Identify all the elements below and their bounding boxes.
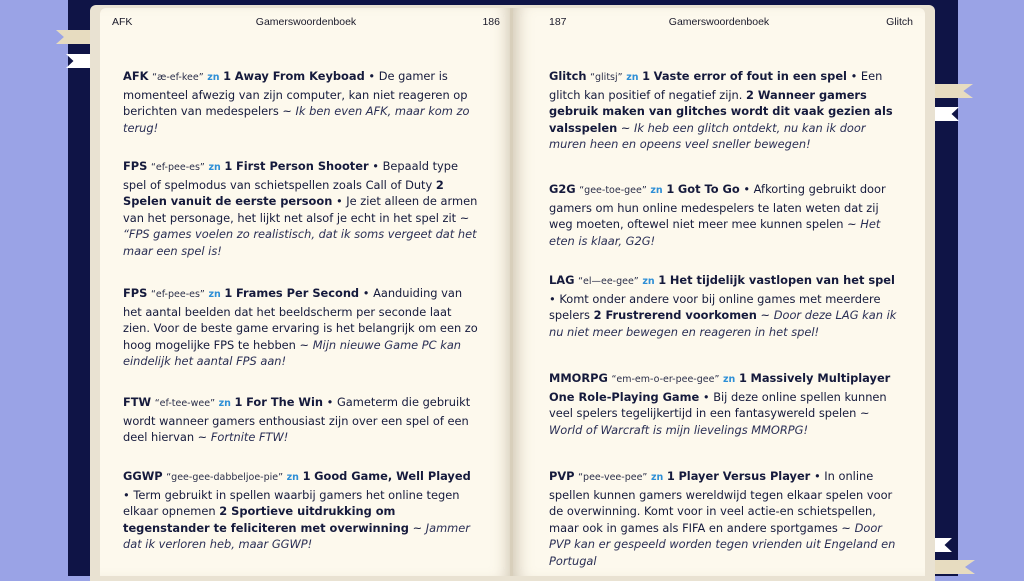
page-number: 186 <box>482 16 500 28</box>
entry-lag: LAG “el—ee-gee” zn 1 Het tijdelijk vastlopen van het spel • Komt onder andere voor bij online games met meerdere spelers 2 Frustrerend voorkomen ~ Door deze LAG kan ik nu niet meer bewegen en reageren in het spel! <box>549 273 897 339</box>
entry-pvp: PVP “pee-vee-pee” zn 1 Player Versus Player • In online spellen kunnen gamers wereldwijd tegen elkaar spelen voor de overwinning. Komt voor in veel actie-en schietspellen, maar ook in games als FIFA en andere sportgames ~ Door PVP kan er gespeeld worden tegen vrienden uit Engeland en Portugal <box>549 469 896 568</box>
left-page-header <box>100 16 512 32</box>
guide-word: Glitch <box>886 16 913 28</box>
entry-ggwp: GGWP “gee-gee-dabbeljoe-pie” zn 1 Good Game, Well Played • Term gebruikt in spellen waarbij gamers het online tegen elkaar opnemen 2 Sportieve uitdrukking om tegenstander te feliciteren met overwinning ~ Jammer dat ik verloren heb, maar GGWP! <box>123 469 471 551</box>
left-page <box>100 8 512 576</box>
page-number: 187 <box>549 16 567 28</box>
dictionary-title: Gamerswoordenboek <box>668 16 770 28</box>
entry-fps-shooter: FPS “ef-pee-es” zn 1 First Person Shooter • Bepaald type spel of spelmodus van schietspellen zoals Call of Duty 2 Spelen vanuit de eerste persoon • Je ziet alleen de armen van het personage, het lijkt net alsof je echt in het spel zit ~ “FPS games voelen zo realistisch, dat ik soms vergeet dat het maar een spel is! <box>123 159 478 258</box>
right-page-header <box>513 16 925 32</box>
dictionary-title: Gamerswoordenboek <box>255 16 357 28</box>
entry-ftw: FTW “ef-tee-wee” zn 1 For The Win • Gameterm die gebruikt wordt wanneer gamers enthousiast zijn over een spel of een deel hiervan ~ Fortnite FTW! <box>123 395 471 444</box>
entry-fps-frames: FPS “ef-pee-es” zn 1 Frames Per Second • Aanduiding van het aantal beelden dat het beeldscherm per seconde laat zien. Voor de beste game ervaring is het belangrijk om een zo hoog mogelijke FPS te hebben ~ Mijn nieuwe Game PC kan eindelijk het aantal FPS aan! <box>123 286 478 368</box>
entry-g2g: G2G “gee-toe-gee” zn 1 Got To Go • Afkorting gebruikt door gamers om hun online medespelers te laten weten dat zij weg moeten, oftewel niet meer mee kunnen spelen ~ Het eten is klaar, G2G! <box>549 182 886 248</box>
guide-word: AFK <box>112 16 133 28</box>
entry-glitch: Glitch “glitsj” zn 1 Vaste error of fout in een spel • Een glitch kan positief of negatief zijn. 2 Wanneer gamers gebruik maken van glitches wordt dit vaak gezien als valsspelen ~ Ik heb een glitch ontdekt, nu kan ik door muren heen en opeens veel sneller bewegen! <box>549 69 893 151</box>
entry-afk: AFK “æ-ef-kee” zn 1 Away From Keyboad • De gamer is momenteel afwezig van zijn computer, kan niet reageren op berichten van medespelers ~ Ik ben even AFK, maar kom zo terug! <box>123 69 470 135</box>
entry-mmorpg: MMORPG “em-em-o-er-pee-gee” zn 1 Massively Multiplayer One Role-Playing Game • Bij deze online spellen kunnen veel spelers tegelijkertijd in een fantasywereld spelen ~ World of Warcraft is mijn lievelings MMORPG! <box>549 371 891 437</box>
right-page <box>513 8 925 576</box>
